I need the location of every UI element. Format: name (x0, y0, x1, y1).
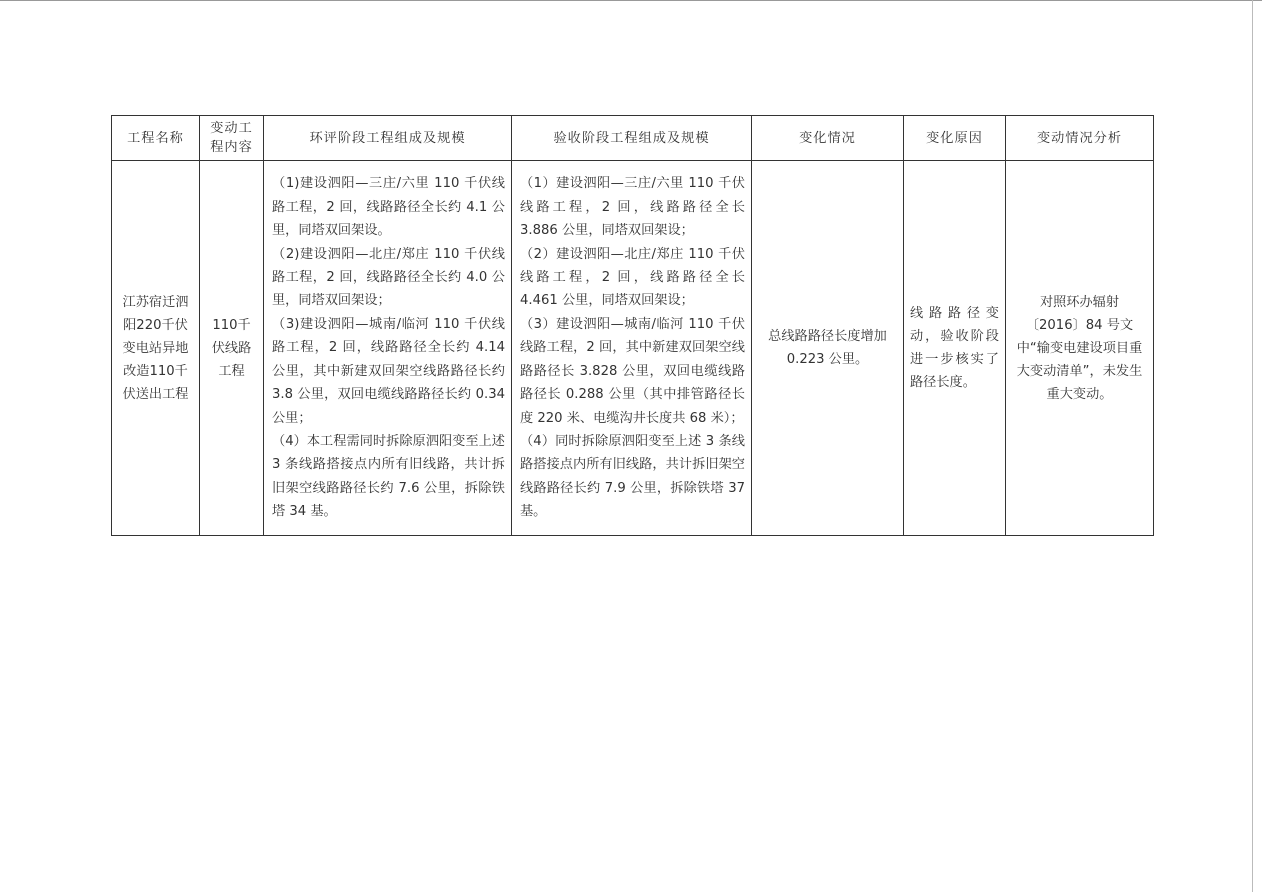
header-change-content (200, 116, 264, 161)
header-project-name: 工程名称 (112, 116, 200, 161)
acceptance-item: （2）建设泗阳—北庄/郑庄 110 千伏线路工程，2 回，线路路径全长 4.461 公里，同塔双回架设； (520, 246, 745, 309)
change-content-text: 110千伏线路工程 (211, 317, 252, 379)
header-change-content-text: 变动工程内容 (210, 121, 253, 155)
acceptance-item: （1）建设泗阳—三庄/六里 110 千伏线路工程，2 回，线路路径全长 3.886 公里，同塔双回架设； (520, 176, 745, 239)
eia-item: （1)建设泗阳—三庄/六里 110 千伏线路工程，2 回，线路路径全长约 4.1 公里，同塔双回架设。 (272, 176, 505, 239)
acceptance-item: （3）建设泗阳—城南/临河 110 千伏线路工程，2 回，其中新建双回架空线路路径长 3.828 公里，双回电缆线路路径长 0.288 公里（其中排管路径长度 220 米、电缆沟井长度共 68 米）； (520, 316, 745, 426)
eia-item: （4）本工程需同时拆除原泗阳变至上述 3 条线路搭接点内所有旧线路，共计拆旧架空线路路径长约 7.6 公里，拆除铁塔 34 基。 (272, 433, 505, 520)
cell-acceptance-scale (512, 161, 752, 536)
project-name-text: 江苏宿迁泗阳220千伏变电站异地改造110千伏送出工程 (122, 294, 189, 402)
change-status-text: 总线路路径长度增加 0.223 公里。 (768, 329, 887, 367)
eia-item: （3)建设泗阳—城南/临河 110 千伏线路工程，2 回，线路路径全长约 4.14 公里，其中新建双回架空线路路径长约 3.8 公里，双回电缆线路路径长约 0.34 公里； (272, 316, 505, 426)
cell-change-status (752, 161, 904, 536)
header-change-reason: 变化原因 (904, 116, 1006, 161)
cell-eia-scale (264, 161, 512, 536)
cell-change-analysis (1006, 161, 1154, 536)
header-eia-scale: 环评阶段工程组成及规模 (264, 116, 512, 161)
acceptance-item: （4）同时拆除原泗阳变至上述 3 条线路搭接点内所有旧线路，共计拆旧架空线路路径长约 7.9 公里，拆除铁塔 37 基。 (520, 433, 745, 520)
eia-item: （2)建设泗阳—北庄/郑庄 110 千伏线路工程，2 回，线路路径全长约 4.0 公里，同塔双回架设； (272, 246, 505, 309)
table-header-row (112, 116, 1154, 161)
cell-project-name (112, 161, 200, 536)
change-analysis-text: 对照环办辐射〔2016〕84 号文中“输变电建设项目重大变动清单”，未发生重大变动。 (1016, 294, 1143, 402)
table-row (112, 161, 1154, 536)
header-change-status: 变化情况 (752, 116, 904, 161)
header-change-analysis: 变动情况分析 (1006, 116, 1154, 161)
page-top-border (0, 0, 1262, 1)
change-reason-text: 线路路径变动，验收阶段进一步核实了路径长度。 (910, 306, 999, 390)
header-acceptance-scale: 验收阶段工程组成及规模 (512, 116, 752, 161)
cell-change-content (200, 161, 264, 536)
cell-change-reason (904, 161, 1006, 536)
page-right-border (1252, 0, 1253, 892)
change-analysis-table (111, 115, 1154, 536)
